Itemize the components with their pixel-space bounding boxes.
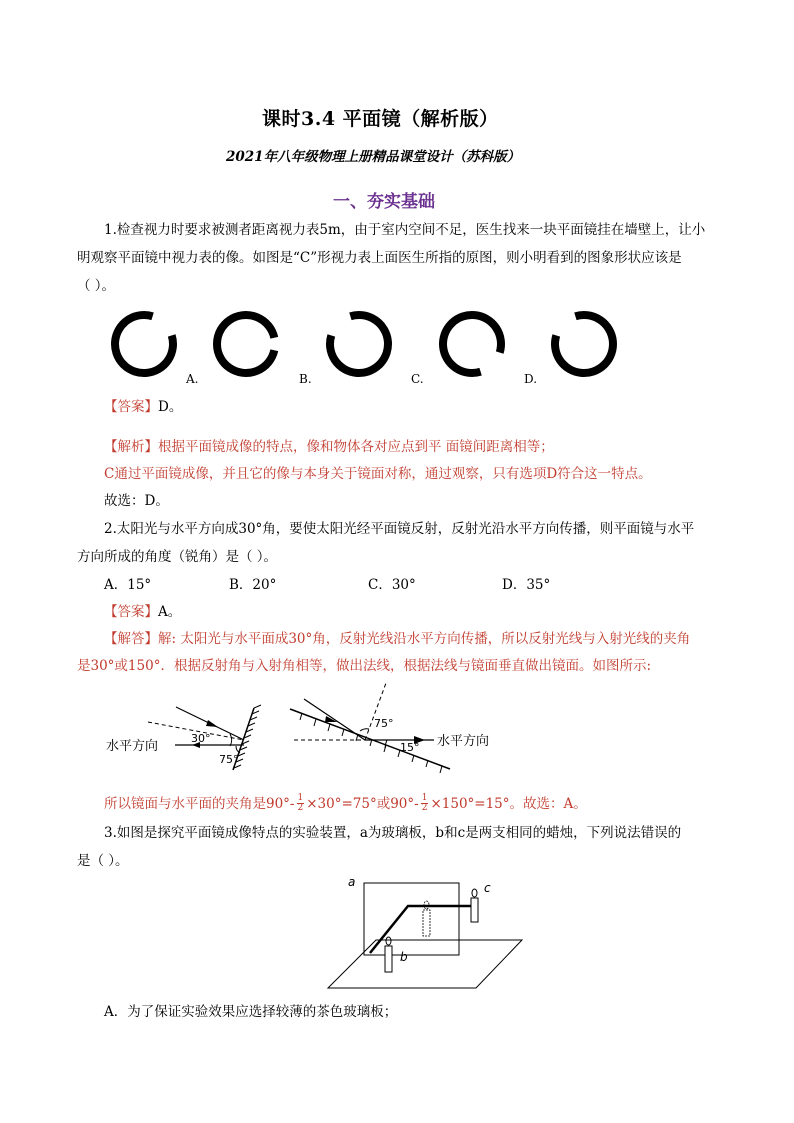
q2-solution bbox=[104, 630, 690, 648]
q2-frac-2 bbox=[421, 794, 429, 813]
frac-den: 2 bbox=[297, 803, 304, 813]
q2-answer bbox=[104, 603, 181, 621]
label-b: b bbox=[400, 950, 408, 964]
q1-answer-value: D。 bbox=[158, 399, 183, 415]
left-fig-angle2: 75° bbox=[219, 753, 239, 766]
page-subtitle: 2021年八年级物理上册精品课堂设计（苏科版） bbox=[226, 149, 521, 165]
q1-answer bbox=[104, 398, 182, 416]
q1-option-c: C. bbox=[411, 372, 424, 386]
q2-right-mirror-figure bbox=[282, 683, 512, 775]
q3-experiment-figure bbox=[326, 868, 526, 993]
q2-line2: 方向所成的角度（锐角）是（ ）。 bbox=[77, 549, 278, 565]
ring-option-b-icon bbox=[330, 315, 388, 373]
label-c: c bbox=[484, 881, 491, 895]
right-fig-angle2: 15° bbox=[400, 741, 420, 754]
ring-original-icon bbox=[115, 315, 173, 373]
section-heading: 一、夯实基础 bbox=[333, 192, 435, 212]
q2-line1: 2.太阳光与水平方向成30°角，要使太阳光经平面镜反射，反射光沿水平方向传播，则平面镜与水平 bbox=[104, 521, 695, 537]
q1-line1: 1.检查视力时要求被测者距离视力表5m，由于室内空间不足，医生找来一块平面镜挂在墙壁上，让小 bbox=[104, 222, 706, 238]
q2-solution-line2: 是30°或150°．根据反射角与入射角相等，做出法线，根据法线与镜面垂直做出镜面。如图所示: bbox=[77, 658, 651, 674]
ring-option-a-icon bbox=[217, 315, 274, 373]
right-fig-angle1: 75° bbox=[374, 717, 394, 730]
q1-option-d: D. bbox=[524, 372, 538, 386]
q2-option-b: B．20° bbox=[229, 577, 277, 593]
q1-analysis-text: 根据平面镜成像的特点，像和物体各对应点到平 面镜间距离相等； bbox=[158, 439, 554, 455]
q2-option-d: D．35° bbox=[502, 577, 551, 593]
q2-calc-mid1: ×30°=75°或90°- bbox=[306, 795, 419, 812]
q1-answer-label: 【答案】 bbox=[104, 399, 158, 415]
q1-option-a: A. bbox=[186, 372, 199, 386]
q1-conclusion: 故选：D。 bbox=[104, 493, 169, 509]
q2-answer-value: A。 bbox=[158, 604, 182, 620]
q3-line1: 3.如图是探究平面镜成像特点的实验装置，a为玻璃板，b和c是两支相同的蜡烛，下列说法错误的 bbox=[104, 825, 682, 841]
page-title: 课时3.4 平面镜（解析版） bbox=[262, 108, 499, 130]
q2-option-a: A．15° bbox=[104, 577, 152, 593]
q1-line3: （ ）。 bbox=[77, 278, 116, 294]
q1-analysis bbox=[104, 438, 554, 456]
q1-analysis-label: 【解析】 bbox=[104, 439, 158, 455]
ring-option-c-icon bbox=[443, 315, 501, 373]
q3-option-a: A．为了保证实验效果应选择较薄的茶色玻璃板； bbox=[104, 1004, 398, 1020]
q2-solution-text: 解: 太阳光与水平面成30°角，反射光线沿水平方向传播，所以反射光线与入射光线的夹角 bbox=[158, 631, 691, 647]
frac-num: 1 bbox=[297, 793, 304, 803]
frac-den: 2 bbox=[421, 803, 428, 813]
q2-solution-label: 【解答】 bbox=[104, 631, 158, 647]
q3-line2: 是（ ）。 bbox=[77, 853, 129, 869]
left-fig-angle1: 30° bbox=[191, 732, 211, 745]
right-fig-label: 水平方向 bbox=[437, 734, 490, 749]
ring-option-d-icon bbox=[555, 315, 613, 373]
left-fig-label: 水平方向 bbox=[106, 739, 159, 754]
label-a: a bbox=[348, 875, 356, 889]
q2-answer-label: 【答案】 bbox=[104, 604, 158, 620]
q1-analysis-line2: C通过平面镜成像，并且它的像与本身关于镜面对称，通过观察，只有选项D符合这一特点。 bbox=[104, 466, 652, 482]
q2-calc-pre: 所以镜面与水平面的夹角是90°- bbox=[104, 795, 295, 812]
frac-num: 1 bbox=[421, 793, 428, 803]
q2-frac-1 bbox=[297, 794, 305, 813]
q2-calc-line bbox=[104, 794, 587, 813]
q2-calc-mid2: ×150°=15°。故选：A。 bbox=[430, 795, 587, 812]
q1-line2: 明观察平面镜中视力表的像。如图是“C”形视力表上面医生所指的原图，则小明看到的图象形状应该是 bbox=[77, 250, 682, 266]
q2-left-mirror-figure bbox=[100, 692, 270, 777]
q1-c-rings-figure bbox=[100, 304, 630, 384]
q2-option-c: C．30° bbox=[368, 577, 416, 593]
q1-option-b: B. bbox=[299, 372, 312, 386]
